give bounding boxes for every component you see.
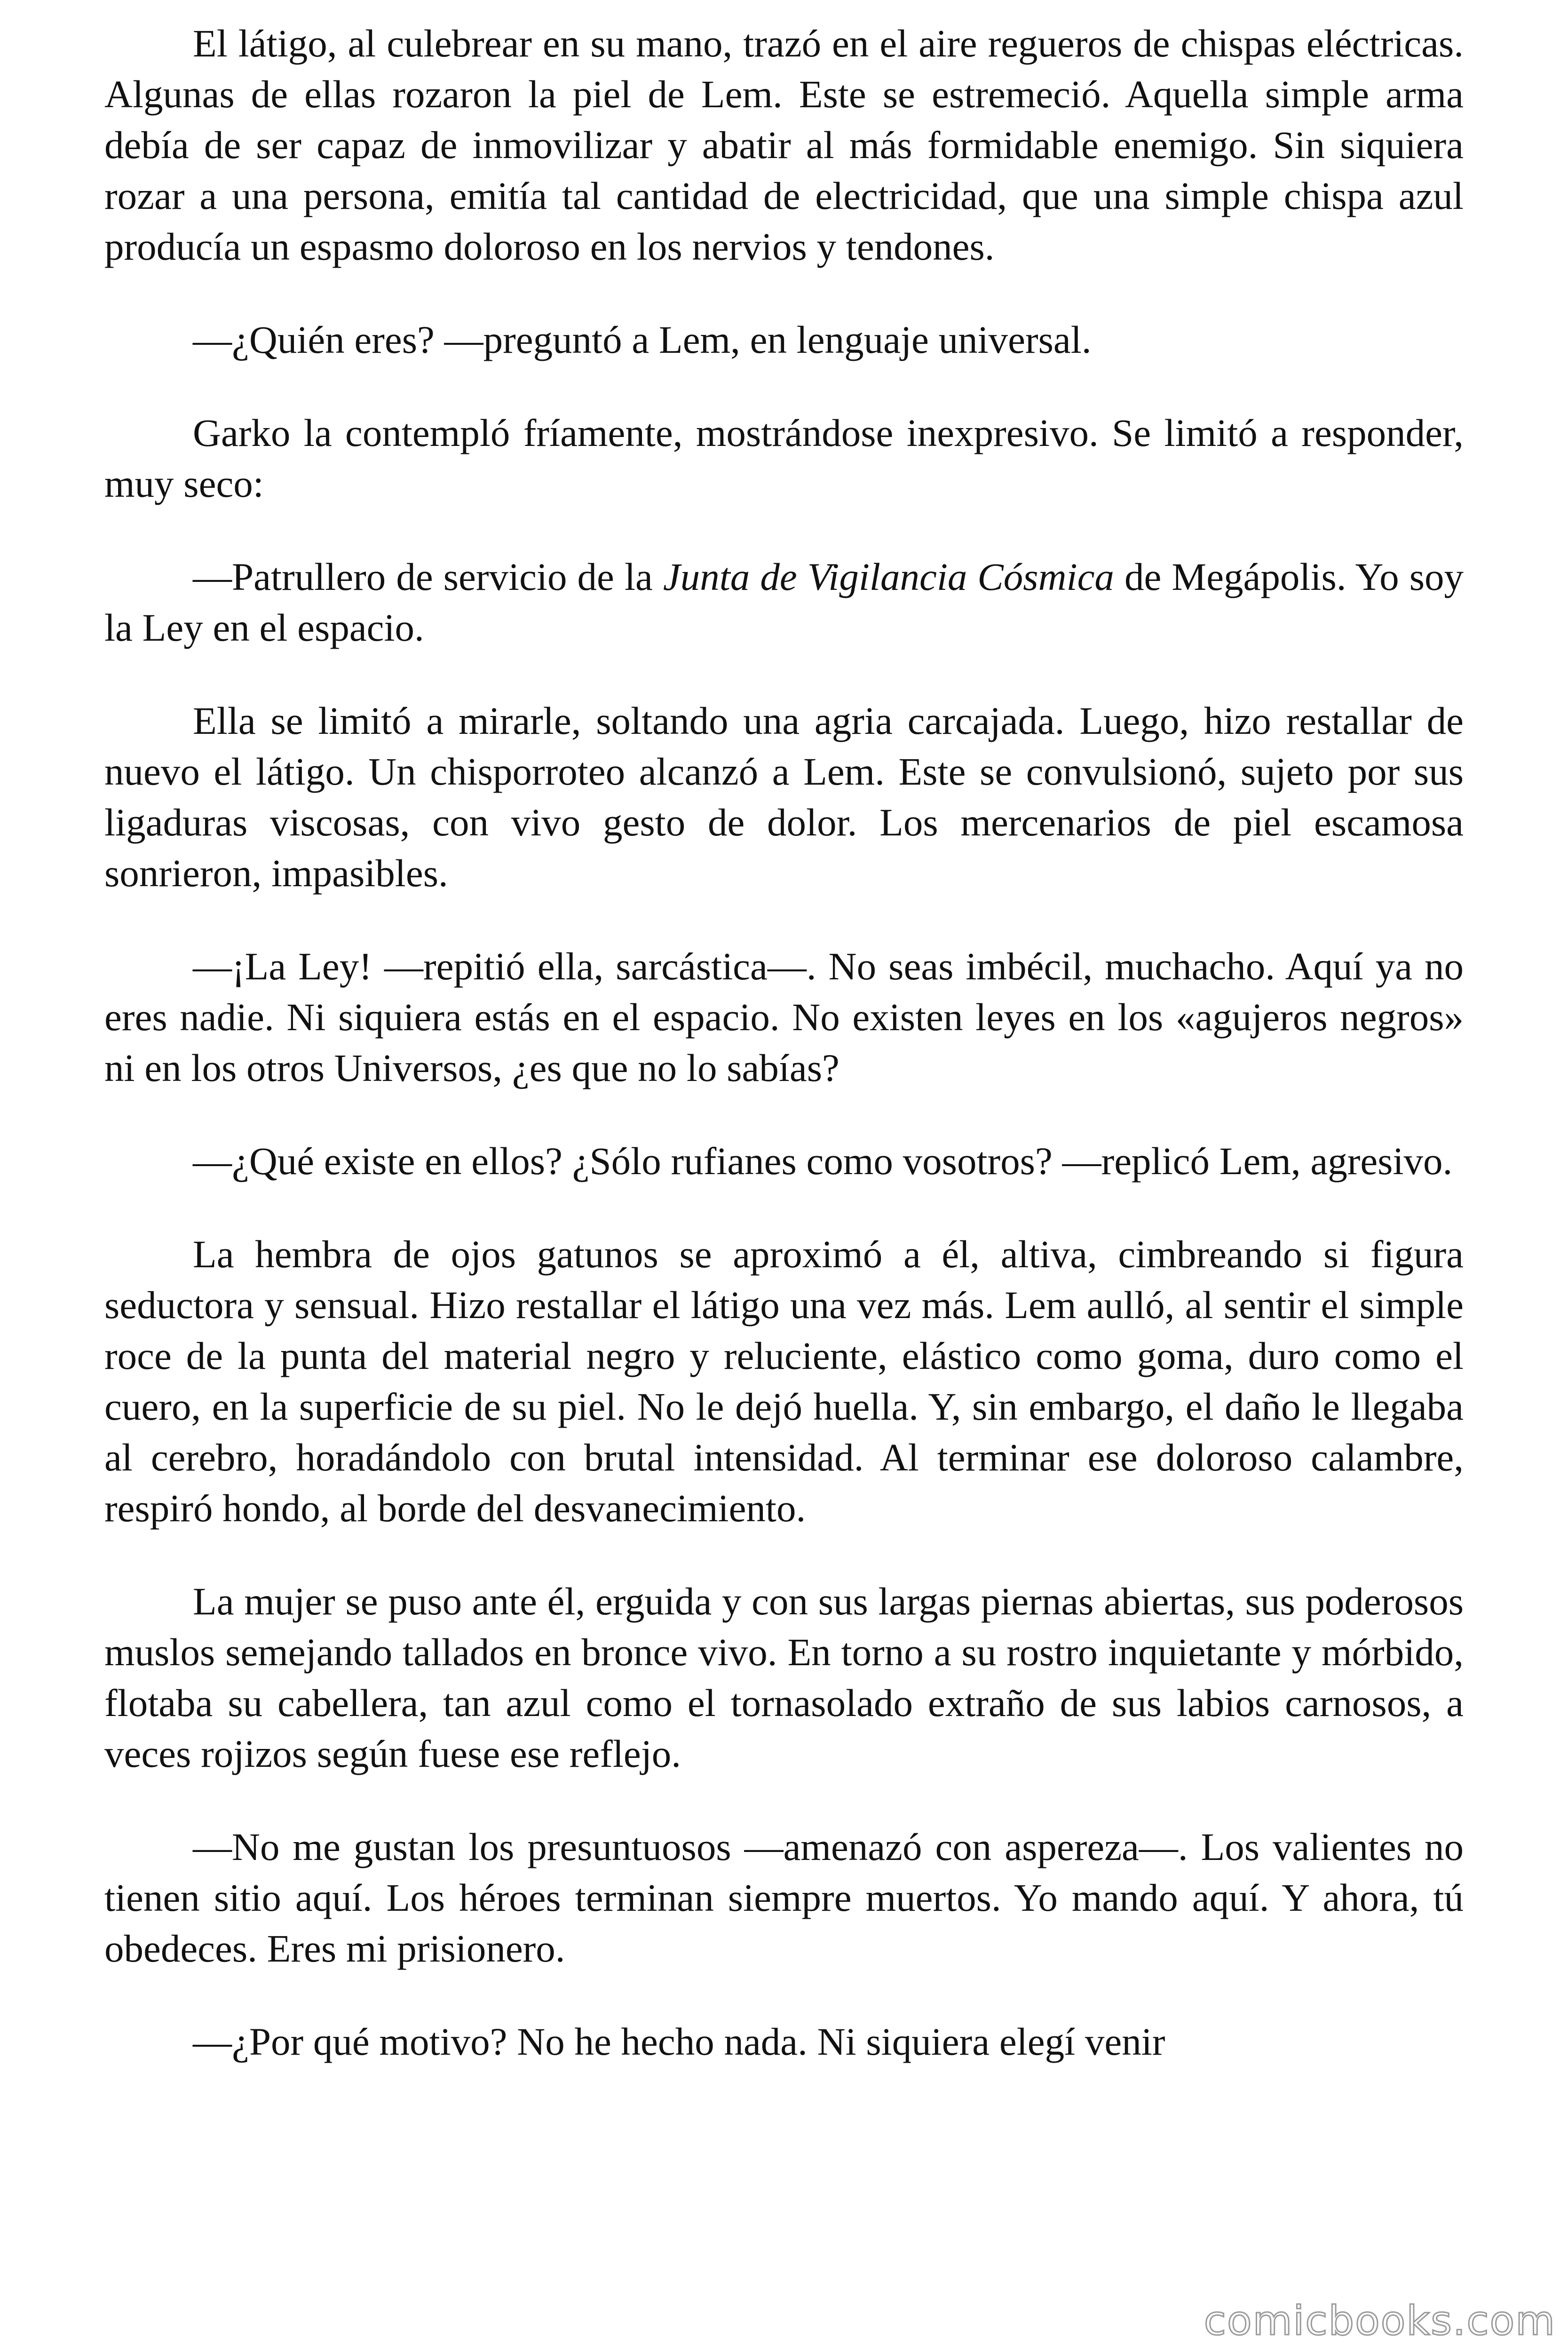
body-text: [104, 18, 1464, 2067]
paragraph: —¿Por qué motivo? No he hecho nada. Ni siquiera elegí venir: [193, 2020, 1165, 2063]
paragraph: —¿Qué existe en ellos? ¿Sólo rufianes como vosotros? —replicó Lem, agresivo.: [193, 1139, 1453, 1183]
book-page: [104, 0, 1464, 2352]
paragraph-text-after: de Megápolis. Yo soy la Ley en el espacio.: [104, 555, 1464, 649]
paragraph: Ella se limitó a mirarle, soltando una agria carcajada. Luego, hizo restallar de nuevo el látigo. Un chisporroteo alcanzó a Lem. Este se convulsionó, sujeto por sus ligaduras viscosas, con vivo gesto de dolor. Los mercenarios de piel escamosa sonrieron, impasibles.: [104, 699, 1464, 895]
paragraph: El látigo, al culebrear en su mano, trazó en el aire regueros de chispas eléctricas. Algunas de ellas rozaron la piel de Lem. Este se estremeció. Aquella simple arma debía de ser capaz de inmovilizar y abatir al más formidable enemigo. Sin siquiera rozar a una persona, emitía tal cantidad de electricidad, que una simple chispa azul producía un espasmo doloroso en los nervios y tendones.: [104, 22, 1464, 268]
paragraph-text-before: —Patrullero de servicio de la: [193, 555, 663, 598]
paragraph: [104, 551, 1464, 653]
paragraph: La hembra de ojos gatunos se aproximó a él, altiva, cimbreando si figura seductora y sensual. Hizo restallar el látigo una vez más. Lem aulló, al sentir el simple roce de la punta del material negro y reluciente, elástico como goma, duro como el cuero, en la superficie de su piel. No le dejó huella. Y, sin embargo, el daño le llegaba al cerebro, horadándolo con brutal intensidad. Al terminar ese doloroso calambre, respiró hondo, al borde del desvanecimiento.: [104, 1232, 1464, 1530]
watermark-logo: comicbooks.com: [1204, 2297, 1556, 2344]
paragraph: —¿Quién eres? —preguntó a Lem, en lenguaje universal.: [193, 318, 1092, 361]
italic-title: Junta de Vigilancia Cósmica: [663, 555, 1114, 598]
paragraph: —No me gustan los presuntuosos —amenazó con aspereza—. Los valientes no tienen sitio aquí. Los héroes terminan siempre muertos. Yo mando aquí. Y ahora, tú obedeces. Eres mi prisionero.: [104, 1825, 1464, 1970]
paragraph: —¡La Ley! —repitió ella, sarcástica—. No seas imbécil, muchacho. Aquí ya no eres nadie. Ni siquiera estás en el espacio. No existen leyes en los «agujeros negros» ni en los otros Universos, ¿es que no lo sabías?: [104, 945, 1464, 1089]
paragraph: Garko la contempló fríamente, mostrándose inexpresivo. Se limitó a responder, muy seco:: [104, 411, 1464, 505]
paragraph: La mujer se puso ante él, erguida y con sus largas piernas abiertas, sus poderosos muslos semejando tallados en bronce vivo. En torno a su rostro inquietante y mórbido, flotaba su cabellera, tan azul como el tornasolado extraño de sus labios carnosos, a veces rojizos según fuese ese reflejo.: [104, 1580, 1464, 1775]
